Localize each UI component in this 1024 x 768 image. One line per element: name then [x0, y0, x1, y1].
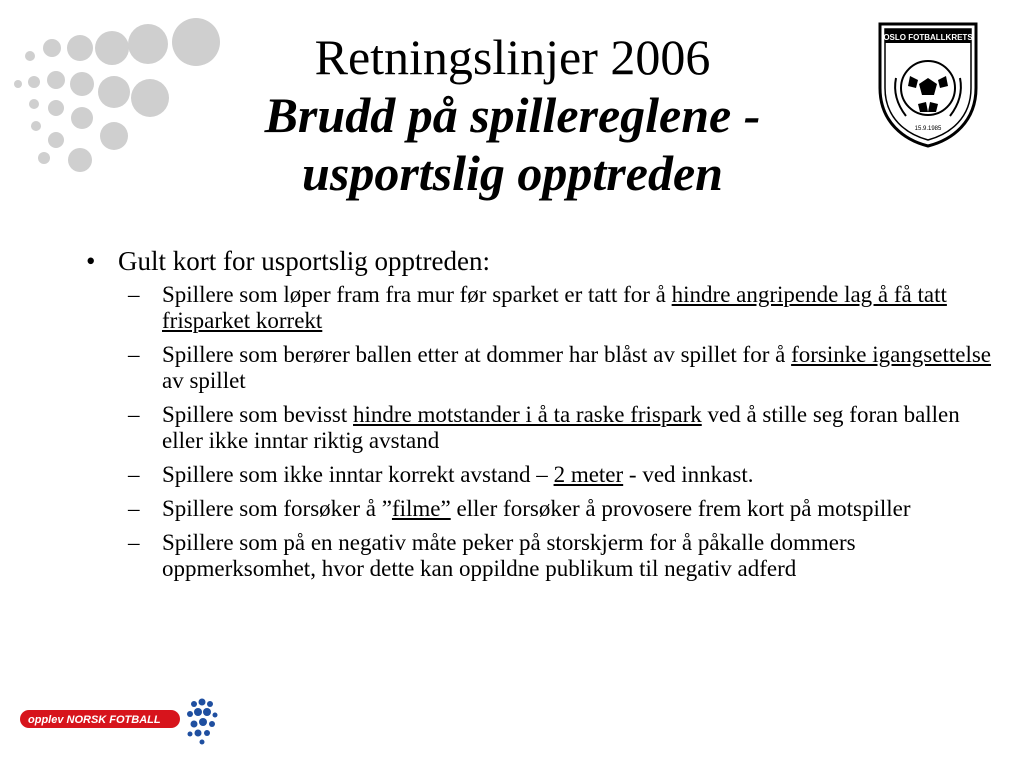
list-item: – Spillere som forsøker å ”filme” eller forsøker å provosere frem kort på motspiller	[128, 496, 911, 521]
crest-logo	[874, 18, 982, 150]
svg-text:15.9.1985: 15.9.1985	[914, 126, 942, 132]
list-item: – Spillere som ikke inntar korrekt avstand – 2 meter - ved innkast.	[128, 462, 754, 487]
dash-icon: –	[128, 530, 140, 555]
norsk-fotball-logo	[18, 694, 218, 746]
svg-text:OSLO FOTBALLKRETS: OSLO FOTBALLKRETS	[883, 33, 973, 42]
underlined-text: hindre motstander i å ta raske frispark	[353, 402, 702, 427]
dash-icon: –	[128, 402, 140, 427]
dash-icon: –	[128, 282, 140, 307]
list-item: – Spillere som løper fram fra mur før sparket er tatt for å hindre angripende lag å få tatt frisparket korrekt	[128, 282, 947, 333]
dash-icon: –	[128, 496, 140, 521]
title-line-2: Brudd på spillereglene -	[264, 87, 761, 143]
list-item: – Spillere som bevisst hindre motstander i å ta raske frispark ved å stille seg foran ballen eller ikke inntar riktig avstand	[128, 402, 960, 453]
dash-icon: –	[128, 462, 140, 487]
bullet-icon: •	[86, 246, 96, 276]
dash-icon: –	[128, 342, 140, 367]
underlined-text: forsinke igangsettelse	[791, 342, 992, 367]
main-bullet-text: Gult kort for usportslig opptreden:	[118, 246, 490, 276]
slide-content	[86, 246, 996, 590]
list-item: – Spillere som på en negativ måte peker på storskjerm for å påkalle dommers oppmerksomhet, hvor dette kan oppildne publikum til negativ adferd	[128, 530, 856, 581]
main-bullet	[86, 246, 996, 276]
slide-title	[150, 28, 875, 202]
list-item: – Spillere som berører ballen etter at dommer har blåst av spillet for å forsinke igangsettelse av spillet	[128, 342, 992, 393]
svg-text:opplev NORSK FOTBALL: opplev NORSK FOTBALL	[28, 714, 161, 726]
underlined-text: filme”	[391, 496, 451, 521]
underlined-text: 2 meter	[553, 462, 624, 487]
sub-bullet-list	[86, 282, 996, 582]
underlined-text: hindre angripende lag å få tatt frisparket korrekt	[162, 282, 947, 333]
title-line-1: Retningslinjer 2006	[314, 29, 711, 85]
title-line-3: usportslig opptreden	[302, 145, 723, 201]
